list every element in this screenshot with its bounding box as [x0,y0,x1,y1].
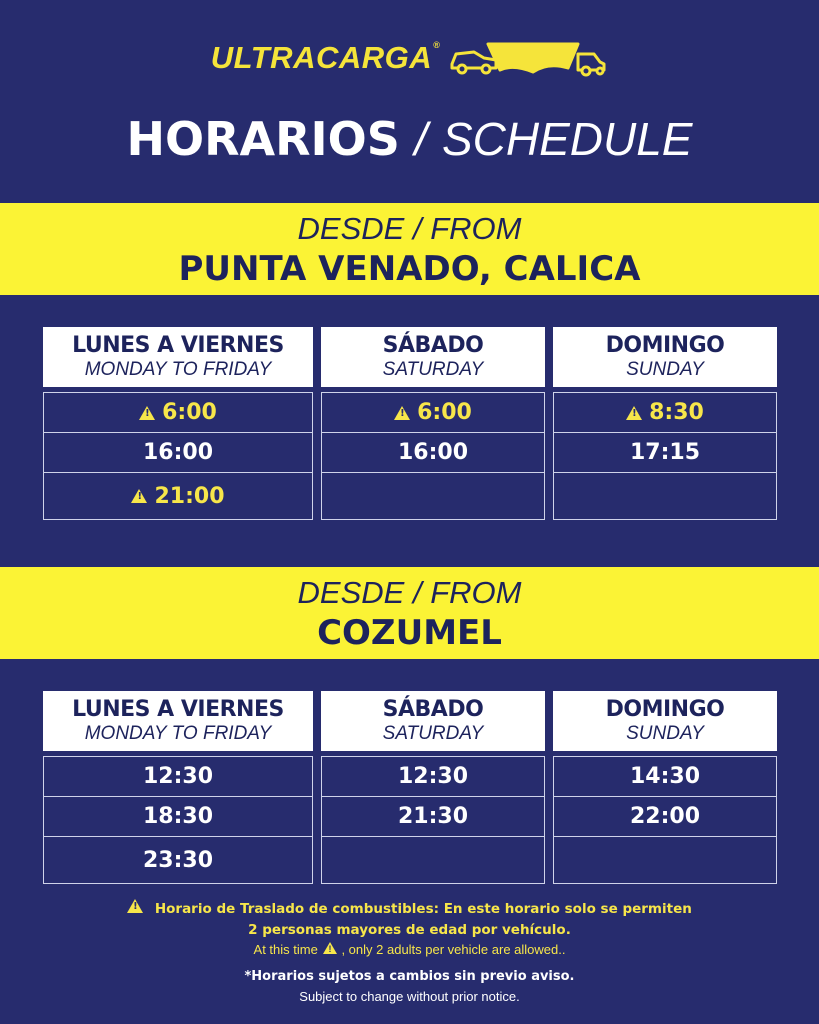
column-header [553,327,777,387]
fuel-note-en-before: At this time [253,942,318,957]
schedule-column-saturday [321,327,545,520]
departure-time: 8:30 [649,400,704,425]
brand-name: ULTRACARGA® [210,40,441,75]
time-cell [322,473,544,519]
warning-icon [394,406,410,420]
time-cell [322,433,544,473]
fuel-note [0,899,819,941]
column-header [43,327,313,387]
time-cell [554,473,776,519]
day-label-es: LUNES A VIERNES [72,333,284,358]
day-label-en: MONDAY TO FRIDAY [84,723,272,744]
column-header [553,691,777,751]
fuel-note-en-after: , only 2 adults per vehicle are allowed.. [341,942,566,957]
departure-time: 6:00 [417,400,472,425]
day-label-es: DOMINGO [605,333,725,358]
departure-time: 6:00 [162,400,217,425]
time-cell [554,797,776,837]
origin-place: COZUMEL [317,613,502,653]
time-cell [554,433,776,473]
section-band [0,203,819,295]
schedule-column-sunday [553,691,777,884]
ferry-with-vehicles-icon [448,38,608,78]
page-title [0,112,819,166]
departure-time: 14:30 [629,764,701,789]
day-label-en: SUNDAY [626,723,704,744]
day-label-es: DOMINGO [605,697,725,722]
brand-logo [0,38,819,78]
title-es: HORARIOS [126,112,400,166]
time-cell [554,837,776,883]
origin-place: PUNTA VENADO, CALICA [178,249,641,289]
title-separator: / [414,113,428,165]
warning-icon [127,899,143,913]
time-cells [43,756,313,884]
time-cell [322,393,544,433]
time-cells [43,392,313,520]
time-cell [322,797,544,837]
day-label-es: LUNES A VIERNES [72,697,284,722]
time-cell [554,757,776,797]
day-label-en: MONDAY TO FRIDAY [84,359,272,380]
departure-time: 17:15 [629,440,701,465]
day-label-en: SATURDAY [382,359,484,380]
departure-time: 21:30 [397,804,469,829]
departure-time: 21:00 [154,483,225,509]
departure-time: 16:00 [142,440,214,465]
time-cell [554,393,776,433]
fuel-note-en [0,942,819,957]
time-cell [44,433,312,473]
schedule-column-weekday [43,691,313,884]
departure-time: 23:30 [142,847,214,873]
departure-time: 12:30 [397,764,469,789]
time-cell [44,837,312,883]
from-label: DESDE / FROM [297,211,522,246]
departure-time: 22:00 [629,804,701,829]
time-cell [44,757,312,797]
departure-time: 12:30 [142,764,214,789]
warning-icon [626,406,642,420]
column-header [43,691,313,751]
departure-time: 16:00 [397,440,469,465]
time-cells [321,392,545,520]
title-en: SCHEDULE [441,113,693,165]
time-cells [553,392,777,520]
time-cell [44,797,312,837]
schedule-column-sunday [553,327,777,520]
time-cell [44,473,312,519]
day-label-en: SUNDAY [626,359,704,380]
section-band [0,567,819,659]
time-cell [322,837,544,883]
departure-time: 18:30 [142,804,214,829]
schedule-column-saturday [321,691,545,884]
time-cell [322,757,544,797]
disclaimer-es: *Horarios sujetos a cambios sin previo aviso. [244,969,575,984]
column-header [321,691,545,751]
fuel-note-line1: Horario de Traslado de combustibles: En este horario solo se permiten [154,901,692,917]
fuel-note-line2: 2 personas mayores de edad por vehículo. [248,922,571,938]
time-cells [321,756,545,884]
day-label-en: SATURDAY [382,723,484,744]
column-header [321,327,545,387]
day-label-es: SÁBADO [382,697,484,722]
time-cell [44,393,312,433]
disclaimer-en: Subject to change without prior notice. [299,989,520,1004]
warning-icon [139,406,155,420]
schedule-column-weekday [43,327,313,520]
warning-icon [323,942,337,954]
day-label-es: SÁBADO [382,333,484,358]
time-cells [553,756,777,884]
warning-icon [131,489,147,503]
from-label: DESDE / FROM [297,575,522,610]
